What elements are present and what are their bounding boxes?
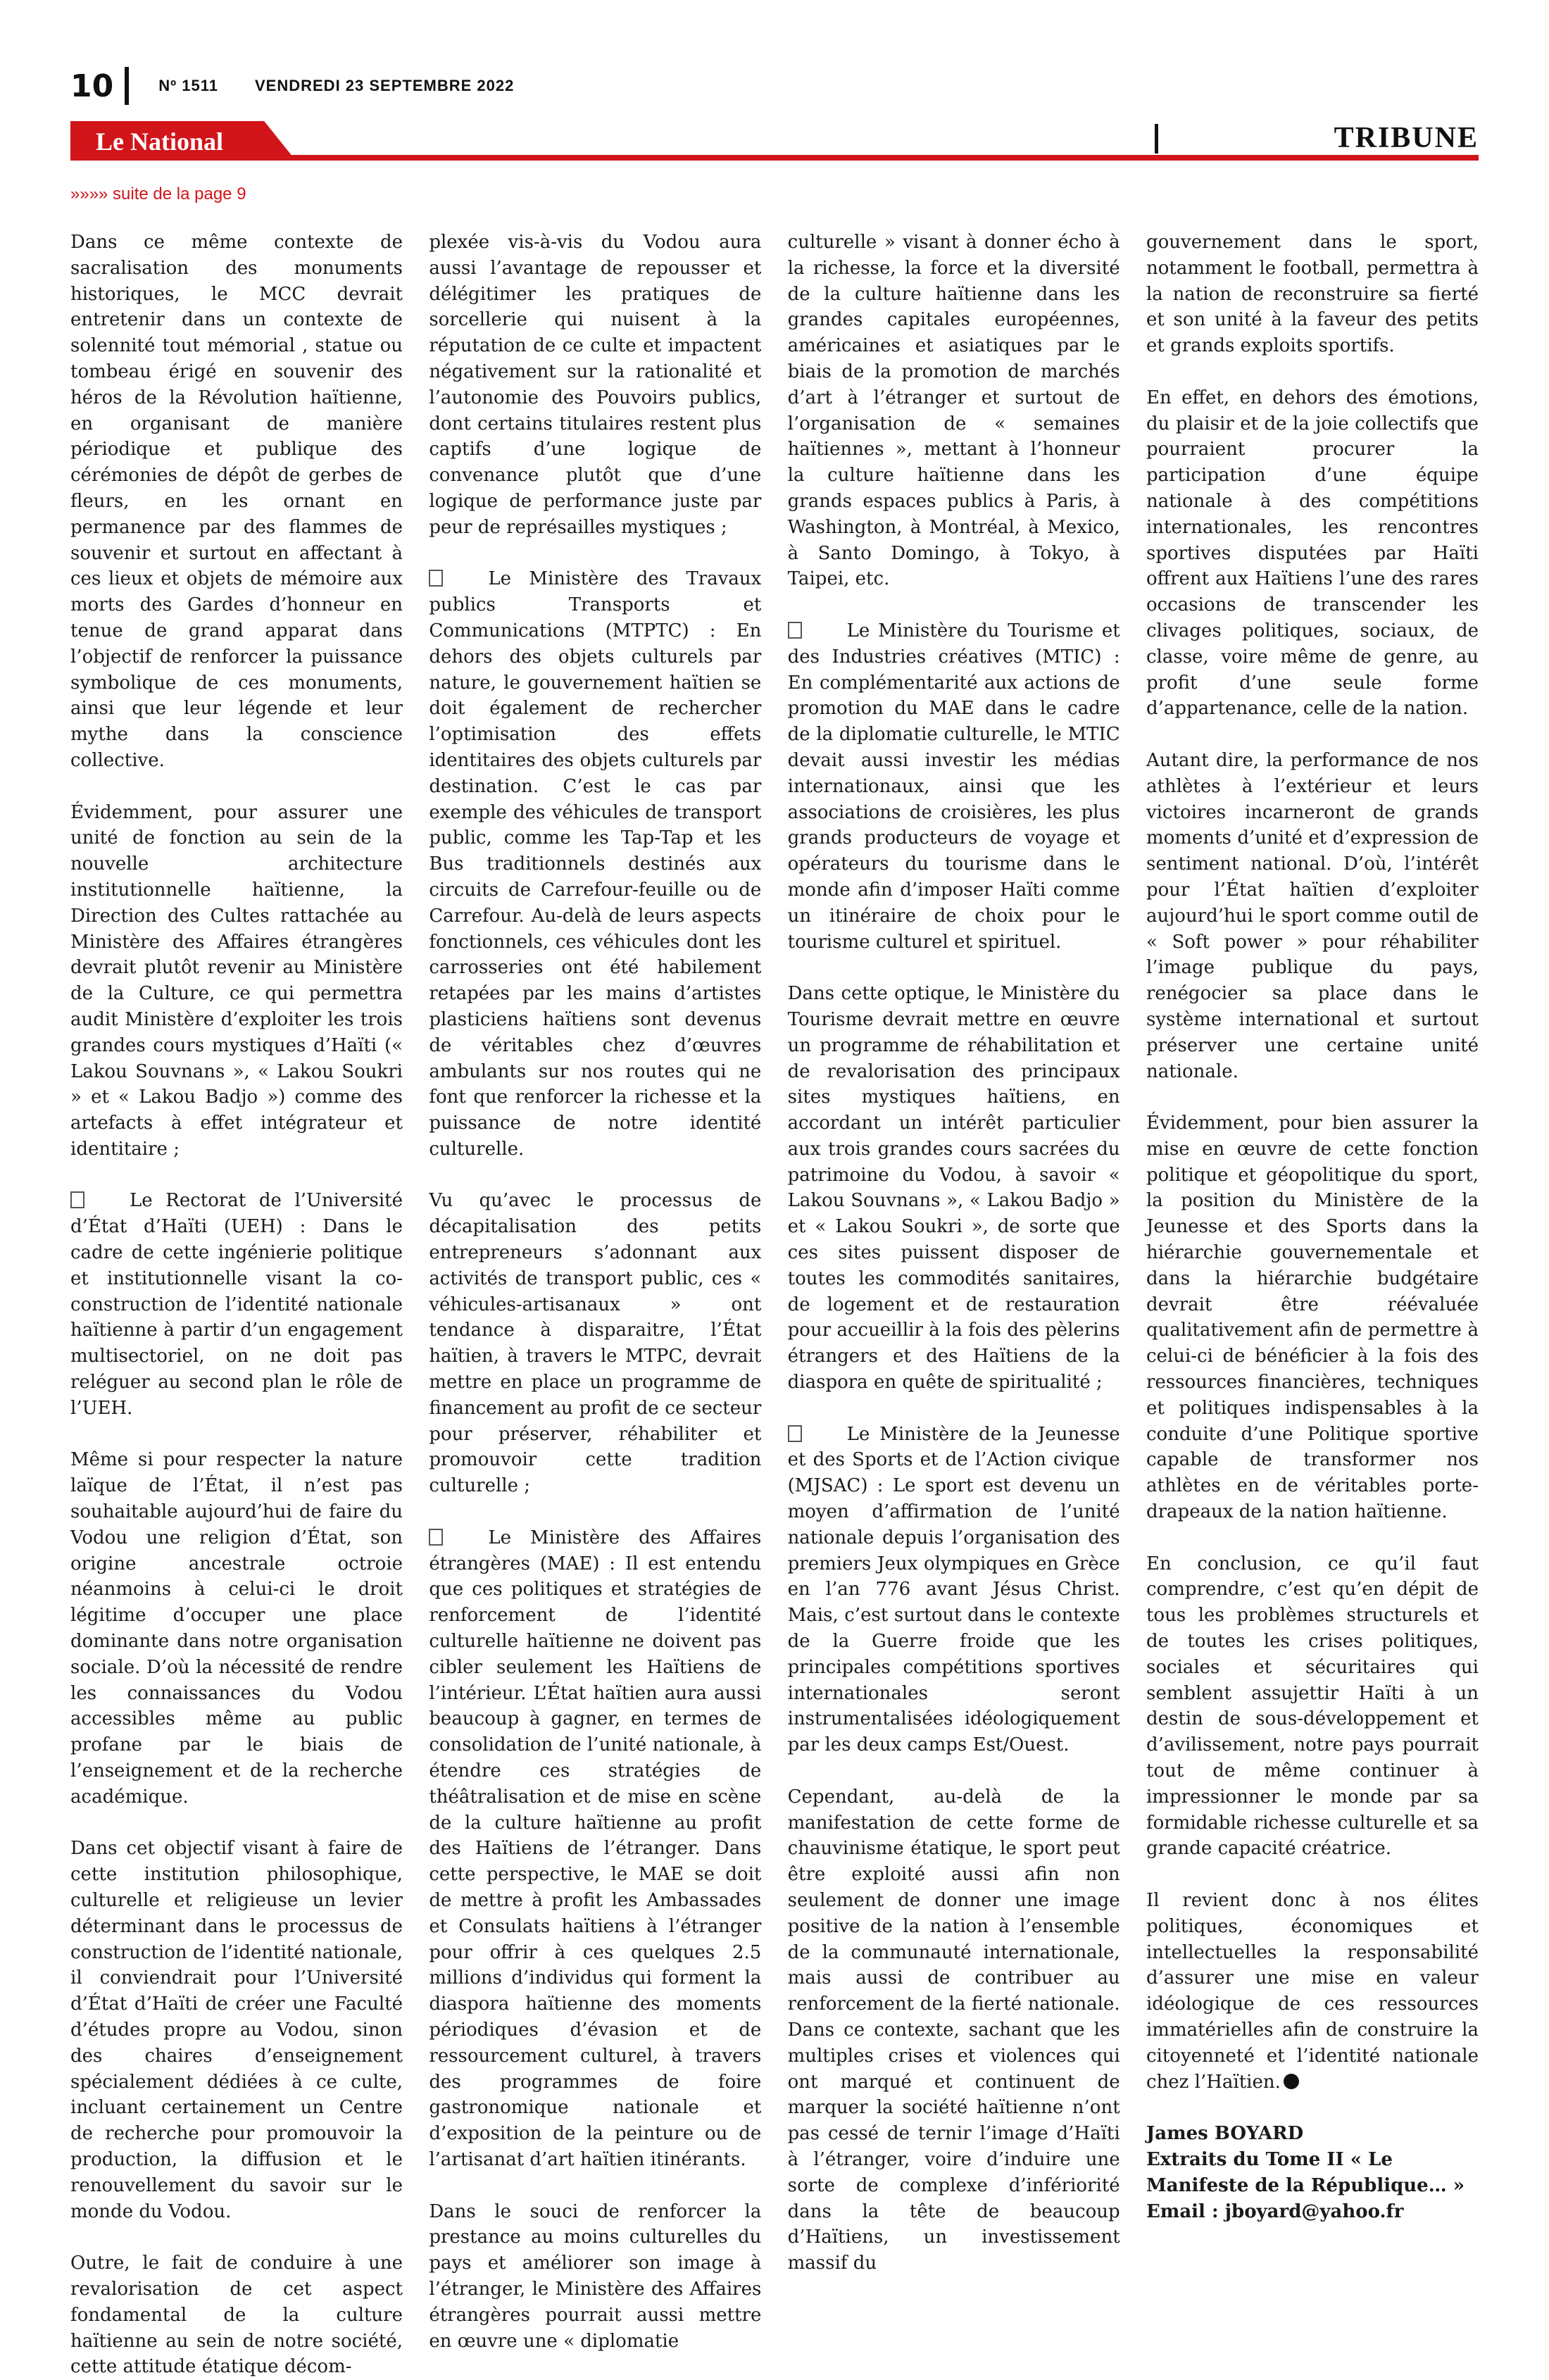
paragraph: Vu qu’avec le processus de décapitalisation des petits entrepreneurs s’adonnant aux activités de transport public, ces « véhicules-artisanaux » ont tendance à disparaitre, l’État haïtien, à travers le MTPC, devrait mettre en place un programme de financement au profit de ce secteur pour préserver, réhabiliter et promouvoir cette tradition culturelle ; [429,1190,762,1497]
paragraph: En conclusion, ce qu’il faut comprendre, c’est qu’en dépit de tous les problèmes structurels et de toutes les crises politiques, sociales et sécuritaires qui semblent assujettir Haïti à un destin de sous-développement et d’avilissement, notre pays pourrait tout de même continuer à impressionner le monde par sa formidable richesse culturelle et sa grande capacité créatrice. [1146,1553,1479,1860]
square-box-icon [788,1425,802,1442]
paragraph [70,1188,403,1421]
paragraph-text: Il revient donc à nos élites politiques, économiques et intellectuelles la responsabilité d’assurer une mise en valeur idéologique de ces ressources immatérielles afin de construire la citoyenneté et l’identité nationale chez l’Haïtien. [1146,1890,1479,2093]
paragraph: gouvernement dans le sport, notamment le football, permettra à la nation de reconstruire sa fierté et son unité à la faveur des petits et grands exploits sportifs. [1146,232,1479,357]
paragraph-text: Le Ministère des Travaux publics Transports et Communications (MTPTC) : En dehors des objets culturels par nature, le gouvernement haïtien se doit également de rechercher l’optimisation des effets identitaires des objets culturels par destination. C’est le cas par exemple des véhicules de transport public, comme les Tap-Tap et les Bus traditionnels destinés aux circuits de Carrefour-feuille ou de Carrefour. Au-delà de leurs aspects fonctionnels, ces véhicules dont les carrosseries ont été habilement retapées par les mains d’artistes plasticiens haïtiens sont devenus de véritables chez d’œuvres ambulants sur nos routes qui ne font que renforcer la richesse et la puissance de notre identité culturelle. [429,568,762,1160]
signature-block [1146,2121,1479,2224]
column-2 [429,230,762,2352]
paragraph: Dans cette optique, le Ministère du Tourisme devrait mettre en œuvre un programme de réhabilitation et de revalorisation des principaux sites mystiques haïtiens, en accordant un intérêt particulier aux trois grandes cours sacrées du patrimoine du Vodou, à savoir « Lakou Souvnans », « Lakou Badjo » et « Lakou Soukri », de sorte que ces sites puissent disposer de toutes les commodités sanitaires, de logement et de restauration pour accueillir à la fois des pèlerins étrangers et des Haïtiens de la diaspora en quête de spiritualité ; [787,983,1120,1393]
paragraph [1146,1888,1479,2095]
paragraph-text: Le Ministère de la Jeunesse et des Sports et de l’Action civique (MJSAC) : Le sport est devenu un moyen d’affirmation de l’unité nationale depuis l’organisation des premiers Jeux olympiques en Grèce en l’an 776 avant Jésus Christ. Mais, c’est surtout dans le contexte de la Guerre froide que les principales compétitions sportives internationales seront instrumentalisées idéologiquement par les deux camps Est/Ouest. [787,1423,1120,1756]
square-box-icon [429,1529,443,1546]
paragraph: Outre, le fait de conduire à une revalorisation de cet aspect fondamental de la culture haïtienne au sein de notre société, cette attitude étatique décom- [70,2253,403,2378]
paragraph [429,566,761,1162]
paragraph: Même si pour respecter la nature laïque de l’État, il n’est pas souhaitable aujourd’hui de faire du Vodou une religion d’État, son origine ancestrale octroie néanmoins à celui-ci le droit légitime d’occuper une place dominante dans notre organisation sociale. D’où la nécessité de rendre les connaissances du Vodou accessibles même au public profane par le biais de l’enseignement et de la recherche académique. [70,1449,403,1808]
paragraph: Évidemment, pour assurer une unité de fonction au sein de la nouvelle architecture institutionnelle haïtienne, la Direction des Cultes rattachée au Ministère des Affaires étrangères devrait plutôt revenir au Ministère de la Culture, ce qui permettra audit Ministère d’exploiter les trois grandes cours mystiques d’Haïti (« Lakou Souvnans », « Lakou Soukri » et « Lakou Badjo ») comme des artefacts à effet intégrateur et identitaire ; [70,801,403,1160]
paragraph-text: Le Ministère des Affaires étrangères (MAE) : Il est entendu que ces politiques et stratégies de renforcement de l’identité culturelle haïtienne ne doivent pas cibler seulement les Haïtiens de l’intérieur. L’État haïtien aura aussi beaucoup à gagner, en termes de consolidation de l’unité nationale, à étendre ces stratégies de théâtralisation et de mise en scène de la culture haïtienne au profit des Haïtiens de l’étranger. Dans cette perspective, le MAE se doit de mettre à profit les Ambassades et Consulats haïtiens à l’étranger pour offrir à ces quelques 2.5 millions d’individus qui forment la diaspora haïtienne des moments périodiques d’évasion et de ressourcement culturel, à travers des programmes de foire gastronomique nationale et d’exposition de la peinture ou de l’artisanat d’art haïtien itinérants. [429,1527,762,2170]
author-name: James BOYARD [1146,2123,1304,2145]
page-number: 10 [70,68,114,104]
section-title: TRIBUNE [1334,122,1479,154]
column-4 [1146,230,1479,2222]
paragraph: Cependant, au-delà de la manifestation de cette forme de chauvinisme étatique, le sport peut être exploité aussi afin non seulement de donner une image positive de la nation à l’ensemble de la communauté internationale, mais aussi de contribuer au renforcement de la fierté nationale. Dans ce contexte, sachant que les multiples crises et violences qui ont marqué et continuent de marquer la société haïtienne n’ont pas cessé de ternir l’image d’Haïti à l’étranger, voire d’induire une sorte de complexe d’infériorité dans la tête de beaucoup d’Haïtiens, un investissement massif du [787,1786,1120,2274]
paragraph [788,1422,1120,1758]
article-body [70,230,1479,2378]
square-box-icon [788,622,802,639]
paragraph: Dans cet objectif visant à faire de cette institution philosophique, culturelle et religieuse un levier déterminant dans le processus de construction de l’identité nationale, il conviendrait pour l’Université d’État d’Haïti de créer une Faculté d’études propre au Vodou, sinon des chaires d’enseignement spécialement dédiées à ce culte, incluant certainement un Centre de recherche pour promouvoir la production, la diffusion et le renouvellement du savoir sur le monde du Vodou. [70,1838,403,2222]
brand-name: Le National [96,127,224,156]
paragraph: plexée vis-à-vis du Vodou aura aussi l’avantage de repousser et délégitimer les pratiques de sorcellerie qui nuisent à la réputation de ce culte et impactent négativement sur la rationalité et l’autonomie des Pouvoirs publics, dont certains titulaires restent plus captifs d’une logique de convenance plutôt que d’une logique de performance juste par peur de représailles mystiques ; [429,232,762,538]
continued-from: »»»» suite de la page 9 [70,184,246,203]
paragraph: Évidemment, pour bien assurer la mise en œuvre de cette fonction politique et géopolitique du sport, la position du Ministère de la Jeunesse et des Sports dans la hiérarchie gouvernementale et dans la hiérarchie budgétaire devrait être réévaluée qualitativement afin de permettre à celui-ci de bénéficier à la fois des ressources financières, techniques et politiques indispensables à la conduite d’une Politique sportive capable de transformer nos athlètes en de véritables porte-drapeaux de la nation haïtienne. [1146,1113,1479,1523]
paragraph: Autant dire, la performance de nos athlètes à l’extérieur et leurs victoires incarneront de grands moments d’unité et d’expression de sentiment national. D’où, l’intérêt pour l’État haïtien d’exploiter aujourd’hui le sport comme outil de « Soft power » pour réhabiliter l’image publique du pays, renégocier sa place dans le système international et surtout préserver une certaine unité nationale. [1146,749,1479,1082]
column-1 [70,230,403,2378]
paragraph-text: Le Ministère du Tourisme et des Industries créatives (MTIC) : En complémentarité aux actions de promotion du MAE dans le cadre de la diplomatie culturelle, le MTIC devait aussi investir les médias internationaux, ainsi que les associations de croisières, les plus grands producteurs de voyage et opérateurs du tourisme dans le monde afin d’imposer Haïti comme un itinéraire de choix pour le tourisme culturel et spirituel. [787,620,1120,953]
masthead-band [70,121,1479,161]
issue-date: VENDREDI 23 SEPTEMBRE 2022 [255,77,515,94]
paragraph [429,1525,761,2173]
source-note: Extraits du Tome II « Le Manifeste de la République… » [1146,2148,1465,2196]
square-box-icon [429,570,443,587]
column-3 [787,230,1120,2274]
paragraph: Dans ce même contexte de sacralisation des monuments historiques, le MCC devrait entretenir dans un contexte de solennité tout mémorial , statue ou tombeau érigé en souvenir des héros de la Révolution haïtienne, en organisant de manière périodique et publique des cérémonies de dépôt de gerbes de fleurs, en les ornant en permanence par des flammes de souvenir et surtout en affectant à ces lieux et objets de mémoire aux morts des Gardes d’honneur en tenue de grand apparat dans l’objectif de renforcer la puissance symbolique de ces monuments, ainsi que leur légende et leur mythe dans la conscience collective. [70,232,403,771]
paragraph [788,618,1120,955]
page-header [70,65,514,107]
paragraph: culturelle » visant à donner écho à la richesse, la force et la diversité de la culture haïtienne dans les grandes capitales européennes, américaines et asiatiques par le biais de la promotion de marchés d’art à l’étranger et surtout de l’organisation de « semaines haïtiennes », mettant à l’honneur la culture haïtienne dans les grands espaces publics à Paris, à Washington, à Montréal, à Mexico, à Santo Domingo, à Tokyo, à Taipei, etc. [787,232,1120,590]
square-box-icon [70,1191,84,1208]
paragraph-text: Le Rectorat de l’Université d’État d’Haïti (UEH) : Dans le cadre de cette ingénierie politique et institutionnelle visant la co-construction de l’identité nationale haïtienne à partir d’un engagement multisectoriel, on ne doit pas reléguer au second plan le rôle de l’UEH. [70,1190,403,1419]
section-divider [1155,124,1158,154]
issue-number: Nº 1511 [158,77,218,94]
author-email: Email : jboyard@yahoo.fr [1146,2200,1404,2222]
header-divider [125,67,129,105]
end-mark-icon [1284,2074,1299,2089]
paragraph: En effet, en dehors des émotions, du plaisir et de la joie collectifs que pourraient procurer la participation d’une équipe nationale à des compétitions internationales, les rencontres sportives disputées par Haïti offrent aux Haïtiens l’une des rares occasions de transcender les clivages politiques, sociaux, de classe, voire même de genre, au profit d’une seule forme d’appartenance, celle de la nation. [1146,387,1479,720]
paragraph: Dans le souci de renforcer la prestance au moins culturelles du pays et améliorer son image à l’étranger, le Ministère des Affaires étrangères pourrait aussi mettre en œuvre une « diplomatie [429,2200,762,2352]
